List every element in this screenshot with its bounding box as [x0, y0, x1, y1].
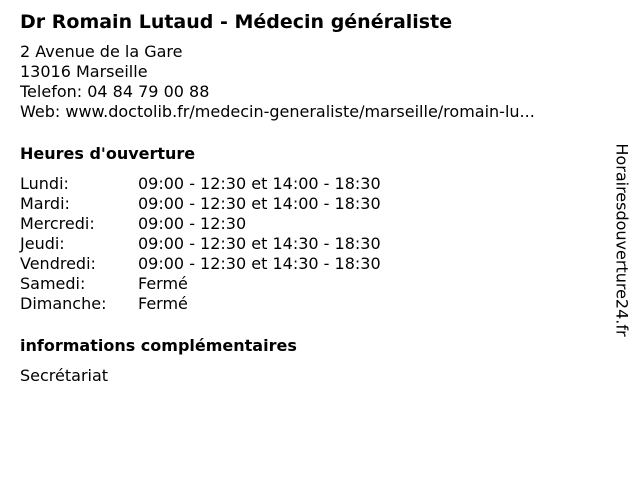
hours-row-sunday	[20, 294, 600, 314]
day-label: Dimanche:	[20, 294, 107, 313]
city-address: 13016 Marseille	[20, 62, 148, 81]
day-label: Vendredi:	[20, 254, 96, 273]
day-label: Jeudi:	[20, 234, 65, 253]
address-block	[20, 42, 600, 122]
day-label: Samedi:	[20, 274, 86, 293]
hours-row-friday	[20, 254, 600, 274]
hours-row-monday	[20, 174, 600, 194]
hours-value: Fermé	[138, 294, 188, 313]
hours-value: 09:00 - 12:30 et 14:30 - 18:30	[138, 234, 381, 253]
day-label: Mardi:	[20, 194, 70, 213]
hours-row-saturday	[20, 274, 600, 294]
hours-row-wednesday	[20, 214, 600, 234]
website-link[interactable]: Web: www.doctolib.fr/medecin-generaliste/marseille/romain-lu...	[20, 102, 535, 121]
hours-value: 09:00 - 12:30 et 14:30 - 18:30	[138, 254, 381, 273]
practice-card	[20, 8, 600, 386]
site-watermark: Horairesdouverture24.fr	[612, 143, 632, 337]
day-label: Mercredi:	[20, 214, 95, 233]
hours-value: Fermé	[138, 274, 188, 293]
phone-number: Telefon: 04 84 79 00 88	[20, 82, 210, 101]
page-title: Dr Romain Lutaud - Médecin généraliste	[20, 11, 453, 33]
opening-hours-table	[20, 174, 600, 314]
hours-value: 09:00 - 12:30	[138, 214, 247, 233]
hours-row-thursday	[20, 234, 600, 254]
street-address: 2 Avenue de la Gare	[20, 42, 183, 61]
hours-value: 09:00 - 12:30 et 14:00 - 18:30	[138, 174, 381, 193]
day-label: Lundi:	[20, 174, 69, 193]
additional-info-text: Secrétariat	[20, 366, 109, 385]
hours-row-tuesday	[20, 194, 600, 214]
opening-hours-heading: Heures d'ouverture	[20, 144, 196, 163]
additional-info-heading: informations complémentaires	[20, 336, 297, 355]
hours-value: 09:00 - 12:30 et 14:00 - 18:30	[138, 194, 381, 213]
